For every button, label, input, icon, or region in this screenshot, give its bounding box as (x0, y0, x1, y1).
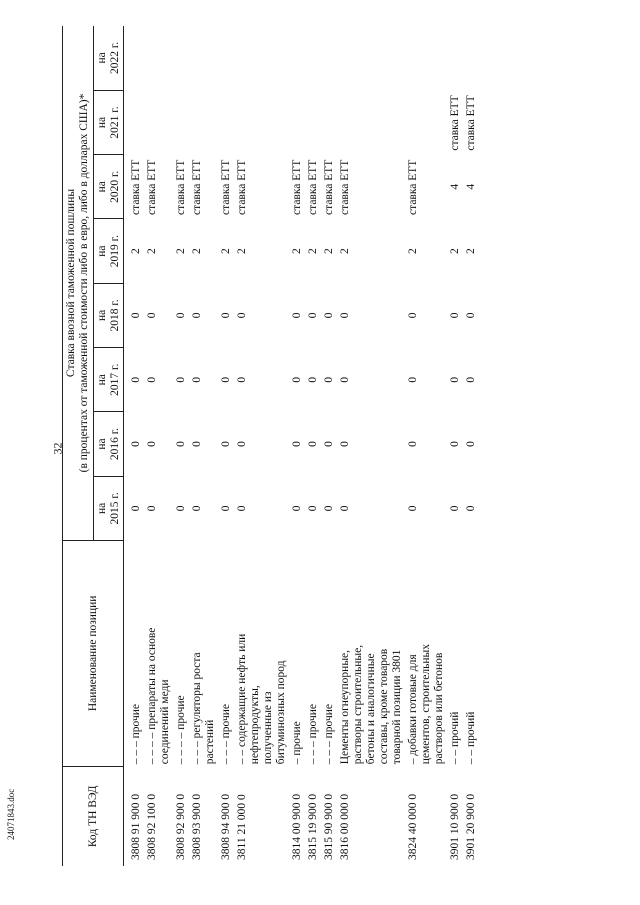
name-cell: – – прочий (465, 711, 477, 765)
rate-cell: 0 (407, 505, 419, 512)
rate-cell (290, 26, 306, 90)
table-row (306, 26, 322, 866)
rate-cell: 0 (407, 441, 419, 447)
header-year-label: 2019 г. (109, 235, 121, 268)
rate-cell (124, 26, 146, 90)
header-year-2 (94, 348, 124, 412)
rate-cell: 0 (323, 441, 335, 447)
rate-cell: 0 (130, 312, 142, 319)
rate-cell: 2 (146, 248, 158, 254)
rate-cell: ставка ЕТТ (220, 159, 232, 215)
rate-cell: 0 (291, 312, 303, 319)
rate-cell (145, 90, 174, 154)
rate-cell: 4 (465, 183, 477, 190)
rate-cell: 0 (130, 441, 142, 447)
code-cell: 3815 19 900 0 (307, 793, 319, 860)
rate-cell: ставка ЕТТ (191, 159, 203, 215)
rate-cell: 0 (220, 441, 232, 447)
table-row (235, 26, 290, 866)
rate-cell: 0 (449, 312, 461, 319)
rate-cell (145, 26, 174, 90)
rate-cell: 0 (307, 505, 319, 512)
header-year-label: 2021 г. (109, 106, 121, 139)
rate-cell: 0 (130, 376, 142, 383)
rate-cell: 0 (407, 312, 419, 319)
header-year-7 (94, 26, 124, 90)
table-row (448, 26, 464, 866)
code-cell: 3808 93 900 0 (191, 793, 203, 860)
rate-cell (190, 90, 219, 154)
header-name-column: Наименование позиции (63, 541, 124, 767)
rate-cell: 0 (175, 312, 187, 319)
rate-cell (338, 90, 406, 154)
header-year-4 (94, 219, 124, 283)
header-year-prefix: на (96, 116, 108, 129)
rate-cell: 2 (130, 248, 142, 254)
name-cell: – прочие (291, 721, 303, 765)
rate-cell (124, 90, 146, 154)
name-cell: – – содержащие нефть или нефтепродукты, полученные из битуминозных пород (236, 633, 287, 765)
name-cell: – – – – прочие (175, 695, 187, 765)
rate-cell: 0 (146, 376, 158, 383)
table-row (190, 26, 219, 866)
header-year-prefix: на (96, 309, 108, 322)
rate-cell: ставка ЕТТ (307, 159, 319, 215)
name-cell: – – – регуляторы роста растений (191, 652, 216, 765)
rate-cell: 0 (291, 376, 303, 383)
name-cell: – – прочий (449, 711, 461, 765)
rate-cell: 0 (220, 376, 232, 383)
rate-cell (219, 90, 235, 154)
rate-cell (190, 26, 219, 90)
rate-cell: 0 (307, 376, 319, 383)
rate-cell: ставка ЕТТ (449, 95, 461, 151)
table-row (290, 26, 306, 866)
header-rate-title: Ставка ввозной таможенной пошлины (65, 188, 77, 378)
rate-cell: 0 (339, 312, 351, 319)
rate-cell: 0 (307, 441, 319, 447)
name-cell: – – – – препараты на основе соединений меди (146, 627, 171, 765)
rate-cell (174, 26, 190, 90)
rate-cell: 0 (236, 441, 248, 447)
rate-cell (406, 26, 448, 90)
code-cell: 3808 92 900 0 (175, 793, 187, 860)
rate-cell: 0 (339, 441, 351, 447)
code-cell: 3811 21 000 0 (236, 794, 248, 860)
rate-cell: 2 (175, 248, 187, 254)
rate-cell: ставка ЕТТ (465, 95, 477, 151)
rate-cell: 0 (130, 505, 142, 512)
rate-cell: 0 (236, 312, 248, 319)
header-year-0 (94, 476, 124, 540)
table-row (219, 26, 235, 866)
code-cell: 3901 20 900 0 (465, 793, 477, 860)
rate-cell: 2 (449, 248, 461, 254)
rate-cell: ставка ЕТТ (291, 159, 303, 215)
header-year-prefix: на (96, 502, 108, 514)
rate-cell: 0 (220, 505, 232, 512)
table-row (124, 26, 146, 866)
table-row (338, 26, 406, 866)
rate-cell: 0 (465, 312, 477, 319)
rate-cell (464, 26, 480, 90)
rate-cell: 2 (339, 248, 351, 254)
rate-cell: ставка ЕТТ (339, 159, 351, 215)
rate-cell: 2 (291, 248, 303, 254)
header-year-label: 2016 г. (109, 427, 121, 461)
header-year-label: 2017 г. (109, 363, 121, 396)
rate-cell: 0 (339, 505, 351, 512)
rate-cell (322, 26, 338, 90)
rate-cell: 2 (220, 248, 232, 254)
rate-cell: 2 (236, 248, 248, 254)
table-row (145, 26, 174, 866)
header-year-prefix: на (96, 438, 108, 450)
rate-cell (322, 90, 338, 154)
rate-cell: 0 (175, 505, 187, 512)
rate-cell (219, 26, 235, 90)
code-cell: 3814 00 900 0 (291, 793, 303, 860)
name-cell: – добавки готовые для цементов, строительных растворов или бетонов (407, 643, 445, 765)
rate-cell: 0 (220, 312, 232, 319)
header-year-prefix: на (96, 52, 108, 64)
table-row (464, 26, 480, 866)
rate-cell: 0 (449, 376, 461, 383)
header-year-prefix: на (96, 181, 108, 193)
header-year-1 (94, 412, 124, 476)
rate-cell: 0 (146, 505, 158, 512)
rate-cell: ставка ЕТТ (407, 159, 419, 215)
rate-cell (174, 90, 190, 154)
code-cell: 3815 90 900 0 (323, 793, 335, 860)
rate-cell (235, 90, 290, 154)
header-year-5 (94, 155, 124, 219)
name-cell: – – – прочие (130, 703, 142, 765)
page-number: 32 (50, 442, 65, 455)
rate-cell: 0 (291, 505, 303, 512)
rate-cell: 0 (307, 312, 319, 319)
header-code-column: Код ТН ВЭД (63, 766, 124, 866)
rate-cell: 0 (191, 312, 203, 319)
rate-cell (406, 90, 448, 154)
rate-cell: 2 (407, 248, 419, 254)
tariff-table (62, 26, 480, 866)
rate-cell (290, 90, 306, 154)
name-cell: – – – прочие (323, 703, 335, 765)
header-year-label: 2018 г. (109, 299, 121, 332)
table-row (322, 26, 338, 866)
table-row (174, 26, 190, 866)
code-cell: 3808 91 900 0 (130, 793, 142, 860)
rate-cell: 0 (449, 441, 461, 447)
rotated-table-container (62, 26, 574, 866)
rate-cell (235, 26, 290, 90)
rate-cell: 2 (465, 248, 477, 254)
rate-cell: ставка ЕТТ (236, 159, 248, 215)
rate-cell (306, 90, 322, 154)
document-footer-reference: 24071843.doc (6, 788, 16, 840)
rate-cell: 0 (236, 505, 248, 512)
code-cell: 3824 40 000 0 (407, 793, 419, 860)
rate-cell: 0 (175, 376, 187, 383)
header-rate-subtitle: (в процентах от таможенной стоимости либо в евро, либо в долларах США)* (78, 93, 90, 473)
code-cell: 3808 94 900 0 (220, 793, 232, 860)
header-year-prefix: на (96, 374, 108, 386)
table-row (406, 26, 448, 866)
rate-cell: 0 (191, 441, 203, 447)
rate-cell: 2 (307, 248, 319, 254)
rate-cell: 2 (191, 248, 203, 254)
rate-cell: 0 (449, 505, 461, 512)
rate-cell: 0 (146, 312, 158, 319)
header-year-3 (94, 283, 124, 347)
rate-cell: 0 (407, 376, 419, 383)
rate-cell: ставка ЕТТ (323, 159, 335, 215)
rate-cell: 0 (323, 312, 335, 319)
name-cell: – – – прочие (307, 703, 319, 765)
rate-cell: ставка ЕТТ (130, 159, 142, 215)
rate-cell: 0 (465, 441, 477, 447)
name-cell: Цементы огнеупорные, растворы строительные, бетоны и аналогичные составы, кроме товаров товарной позиции 3801 (339, 644, 403, 765)
rate-cell (338, 26, 406, 90)
rate-cell: ставка ЕТТ (175, 159, 187, 215)
rate-cell: 0 (175, 441, 187, 447)
rate-cell: 0 (465, 376, 477, 383)
header-year-label: 2022 г. (109, 41, 121, 74)
header-year-prefix: на (96, 245, 108, 257)
code-cell: 3816 00 000 0 (339, 793, 351, 860)
code-cell: 3901 10 900 0 (449, 793, 461, 860)
rate-cell: ставка ЕТТ (146, 159, 158, 215)
rate-cell: 0 (146, 441, 158, 447)
code-cell: 3808 92 100 0 (146, 793, 158, 860)
rate-cell: 2 (323, 248, 335, 254)
rate-cell (448, 26, 464, 90)
rate-cell: 0 (291, 441, 303, 447)
header-year-label: 2020 г. (109, 170, 121, 203)
rate-cell: 0 (323, 505, 335, 512)
rate-cell: 0 (191, 505, 203, 512)
header-rate-group (63, 26, 94, 541)
rate-cell: 0 (191, 376, 203, 383)
name-cell: – – – прочие (220, 703, 232, 765)
table-body (124, 26, 481, 866)
header-year-6 (94, 90, 124, 154)
rate-cell: 0 (339, 376, 351, 383)
rate-cell: 4 (449, 183, 461, 190)
rate-cell: 0 (236, 376, 248, 383)
rate-cell: 0 (465, 505, 477, 512)
rate-cell (306, 26, 322, 90)
header-year-label: 2015 г. (109, 492, 121, 525)
rate-cell: 0 (323, 376, 335, 383)
